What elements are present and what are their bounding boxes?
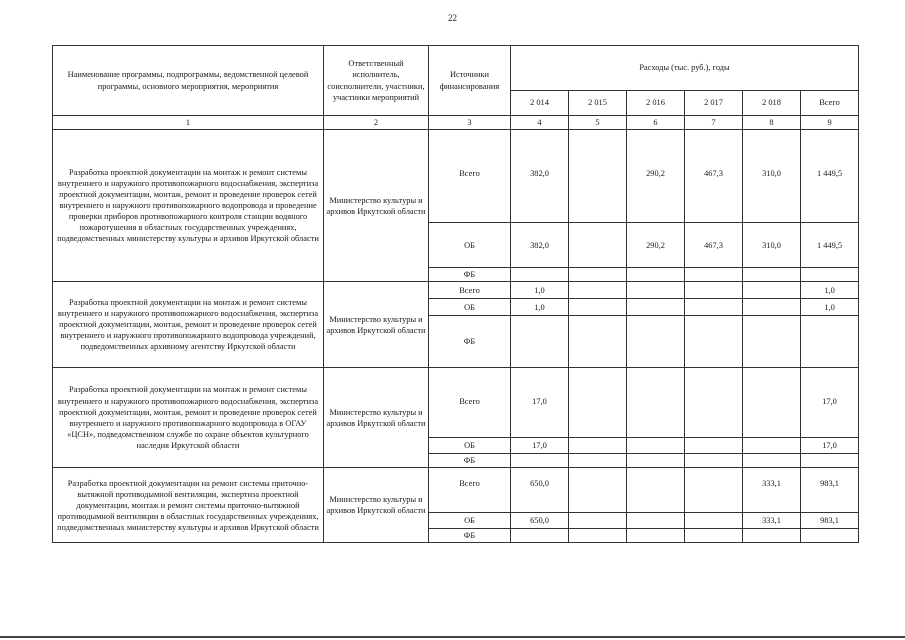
expense-value: 467,3 bbox=[685, 223, 743, 268]
expense-value bbox=[685, 316, 743, 368]
header-year: 2 014 bbox=[511, 91, 569, 116]
expense-value bbox=[685, 513, 743, 529]
expense-value: 1,0 bbox=[801, 299, 859, 316]
expense-value bbox=[801, 316, 859, 368]
header-year: Всего bbox=[801, 91, 859, 116]
expense-value bbox=[743, 368, 801, 438]
expense-value bbox=[569, 454, 627, 468]
expense-value bbox=[743, 529, 801, 543]
expense-value bbox=[627, 468, 685, 513]
expense-value bbox=[685, 454, 743, 468]
expense-value bbox=[511, 316, 569, 368]
responsible-executor: Министерство культуры и архивов Иркутской области bbox=[324, 468, 429, 543]
funding-source: ОБ bbox=[429, 513, 511, 529]
header-column-index: 7 bbox=[685, 116, 743, 130]
expense-value bbox=[685, 282, 743, 299]
expense-value bbox=[743, 268, 801, 282]
expense-value: 17,0 bbox=[801, 368, 859, 438]
expense-value bbox=[685, 268, 743, 282]
expense-value bbox=[569, 282, 627, 299]
funding-source: Всего bbox=[429, 130, 511, 223]
expense-value: 1 449,5 bbox=[801, 130, 859, 223]
table-row bbox=[53, 468, 859, 513]
expense-value: 310,0 bbox=[743, 223, 801, 268]
header-year: 2 018 bbox=[743, 91, 801, 116]
expense-value bbox=[569, 268, 627, 282]
expense-value bbox=[511, 454, 569, 468]
table-row bbox=[53, 368, 859, 438]
funding-source: ОБ bbox=[429, 299, 511, 316]
expense-value: 17,0 bbox=[801, 438, 859, 454]
expense-value bbox=[743, 282, 801, 299]
expense-value bbox=[743, 299, 801, 316]
budget-table bbox=[52, 45, 859, 543]
expense-value bbox=[685, 368, 743, 438]
header-year: 2 015 bbox=[569, 91, 627, 116]
expense-value: 1,0 bbox=[801, 282, 859, 299]
expense-value: 1,0 bbox=[511, 282, 569, 299]
page-edge-line bbox=[0, 636, 905, 638]
header-responsible: Ответственный исполнитель, соисполнители, участники, участники мероприятий bbox=[324, 46, 429, 116]
header-column-index: 9 bbox=[801, 116, 859, 130]
header-source: Источники финансирования bbox=[429, 46, 511, 116]
funding-source: ОБ bbox=[429, 223, 511, 268]
header-column-index: 5 bbox=[569, 116, 627, 130]
header-column-index: 6 bbox=[627, 116, 685, 130]
expense-value bbox=[743, 438, 801, 454]
expense-value bbox=[685, 468, 743, 513]
expense-value bbox=[569, 316, 627, 368]
expense-value bbox=[627, 282, 685, 299]
expense-value bbox=[511, 268, 569, 282]
expense-value bbox=[569, 529, 627, 543]
expense-value bbox=[569, 368, 627, 438]
expense-value: 310,0 bbox=[743, 130, 801, 223]
funding-source: ФБ bbox=[429, 268, 511, 282]
expense-value: 650,0 bbox=[511, 513, 569, 529]
expense-value bbox=[801, 529, 859, 543]
funding-source: ФБ bbox=[429, 454, 511, 468]
activity-name: Разработка проектной документации на монтаж и ремонт системы внутреннего и наружного противопожарного водоснабжения, экспертиза проектной документации, монтаж, ремонт и проведение проверок сетей внутреннего и наружного противопожарного водопровода учреждений, подведомственных архивному агентству Иркутской области bbox=[53, 282, 324, 368]
responsible-executor: Министерство культуры и архивов Иркутской области bbox=[324, 368, 429, 468]
expense-value bbox=[569, 223, 627, 268]
expense-value bbox=[569, 130, 627, 223]
expense-value: 382,0 bbox=[511, 130, 569, 223]
page-number: 22 bbox=[448, 13, 457, 23]
expense-value bbox=[569, 513, 627, 529]
expense-value: 17,0 bbox=[511, 438, 569, 454]
expense-value bbox=[685, 299, 743, 316]
expense-value bbox=[627, 299, 685, 316]
expense-value bbox=[685, 438, 743, 454]
expense-value: 333,1 bbox=[743, 513, 801, 529]
expense-value: 1 449,5 bbox=[801, 223, 859, 268]
expense-value bbox=[627, 316, 685, 368]
expense-value bbox=[569, 468, 627, 513]
expense-value bbox=[743, 316, 801, 368]
header-year: 2 016 bbox=[627, 91, 685, 116]
header-column-index: 2 bbox=[324, 116, 429, 130]
responsible-executor: Министерство культуры и архивов Иркутской области bbox=[324, 282, 429, 368]
expense-value: 17,0 bbox=[511, 368, 569, 438]
table-row bbox=[53, 130, 859, 223]
expense-value bbox=[569, 299, 627, 316]
header-column-index: 8 bbox=[743, 116, 801, 130]
funding-source: Всего bbox=[429, 368, 511, 438]
funding-source: Всего bbox=[429, 282, 511, 299]
header-column-index: 1 bbox=[53, 116, 324, 130]
expense-value bbox=[801, 268, 859, 282]
expense-value bbox=[627, 454, 685, 468]
expense-value bbox=[801, 454, 859, 468]
expense-value: 650,0 bbox=[511, 468, 569, 513]
header-column-index: 3 bbox=[429, 116, 511, 130]
expense-value: 290,2 bbox=[627, 223, 685, 268]
expense-value bbox=[627, 529, 685, 543]
expense-value bbox=[685, 529, 743, 543]
expense-value: 983,1 bbox=[801, 468, 859, 513]
expense-value: 983,1 bbox=[801, 513, 859, 529]
expense-value: 290,2 bbox=[627, 130, 685, 223]
expense-value bbox=[627, 268, 685, 282]
table-row bbox=[53, 282, 859, 299]
expense-value bbox=[627, 438, 685, 454]
expense-value: 467,3 bbox=[685, 130, 743, 223]
activity-name: Разработка проектной документации на монтаж и ремонт системы внутреннего и наружного противопожарного водоснабжения, экспертиза проектной документации, монтаж, ремонт и проведение проверок сетей внутреннего и наружного противопожарного водопровода в ОГАУ «ЦСН», подведомственном службе по охране объектов культурного наследия Иркутской области bbox=[53, 368, 324, 468]
header-expenses: Расходы (тыс. руб.), годы bbox=[511, 46, 859, 91]
expense-value bbox=[627, 368, 685, 438]
expense-value: 382,0 bbox=[511, 223, 569, 268]
expense-value bbox=[511, 529, 569, 543]
expense-value: 333,1 bbox=[743, 468, 801, 513]
header-name: Наименование программы, подпрограммы, ведомственной целевой программы, основного мероприятия, мероприятия bbox=[53, 46, 324, 116]
activity-name: Разработка проектной документации на ремонт системы приточно-вытяжной противодымной вентиляции, экспертиза проектной документации, монтаж и ремонт системы приточно-вытяжной противодымной вентиляции в областных государственных учреждениях, подведомственных министерству культуры и архивов Иркутской области bbox=[53, 468, 324, 543]
header-year: 2 017 bbox=[685, 91, 743, 116]
funding-source: ОБ bbox=[429, 438, 511, 454]
expense-value: 1,0 bbox=[511, 299, 569, 316]
responsible-executor: Министерство культуры и архивов Иркутской области bbox=[324, 130, 429, 282]
activity-name: Разработка проектной документации на монтаж и ремонт системы внутреннего и наружного противопожарного водоснабжения, экспертиза проектной документации, монтаж, ремонт и проведение проверок сетей внутреннего и наружного противопожарного водопровода и проведение проверки приборов противопожарного контроля станции водяного пожаротушения в областных государственных учреждениях, подведомственных министерству культуры и архивов Иркутской области bbox=[53, 130, 324, 282]
header-column-index: 4 bbox=[511, 116, 569, 130]
funding-source: ФБ bbox=[429, 316, 511, 368]
expense-value bbox=[569, 438, 627, 454]
funding-source: ФБ bbox=[429, 529, 511, 543]
funding-source: Всего bbox=[429, 468, 511, 513]
expense-value bbox=[743, 454, 801, 468]
expense-value bbox=[627, 513, 685, 529]
